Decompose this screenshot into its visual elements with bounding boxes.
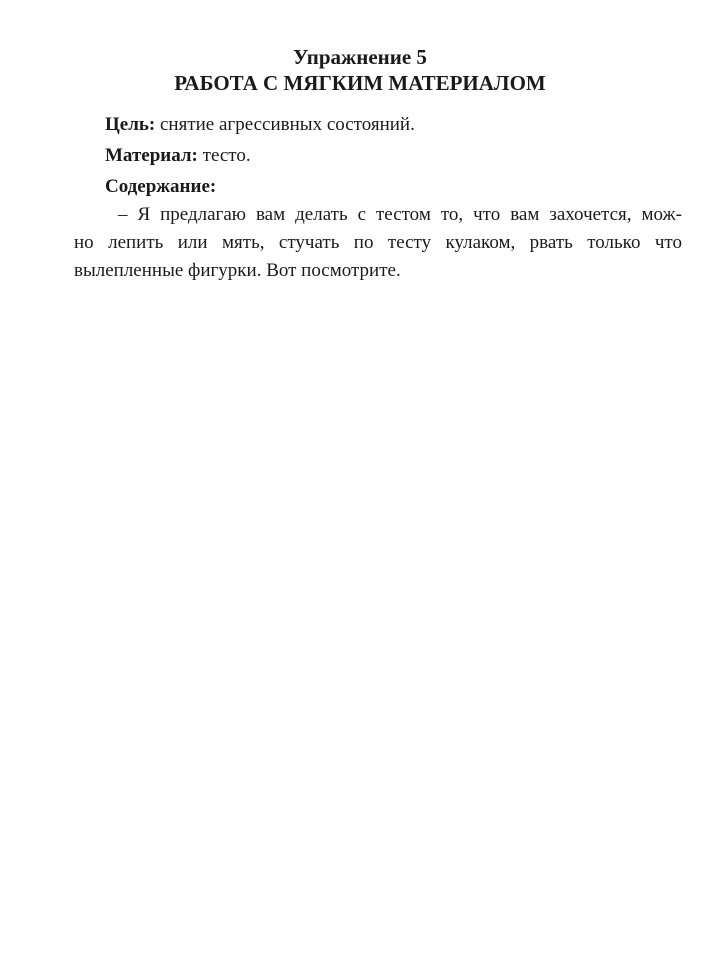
- content-line: [105, 175, 216, 199]
- exercise-number-heading: Упражнение 5: [293, 45, 427, 69]
- goal-label: Цель:: [105, 114, 156, 135]
- body-paragraph: [74, 201, 682, 285]
- goal-text: снятие агрессивных состояний.: [155, 114, 415, 135]
- goal-line: [105, 113, 415, 137]
- body-line-1: – Я предлагаю вам делать с тестом то, что вам захочется, мож-: [118, 204, 682, 225]
- material-text: тесто.: [197, 145, 251, 166]
- exercise-title-heading: РАБОТА С МЯГКИМ МАТЕРИАЛОМ: [174, 71, 546, 95]
- content-label: Содержание:: [105, 176, 217, 197]
- body-line-3: вылепленные фигурки. Вот посмотрите.: [74, 260, 401, 281]
- material-label: Материал:: [105, 145, 198, 166]
- body-line-2: но лепить или мять, стучать по тесту кулаком, рвать только что: [74, 232, 682, 253]
- material-line: [105, 144, 251, 168]
